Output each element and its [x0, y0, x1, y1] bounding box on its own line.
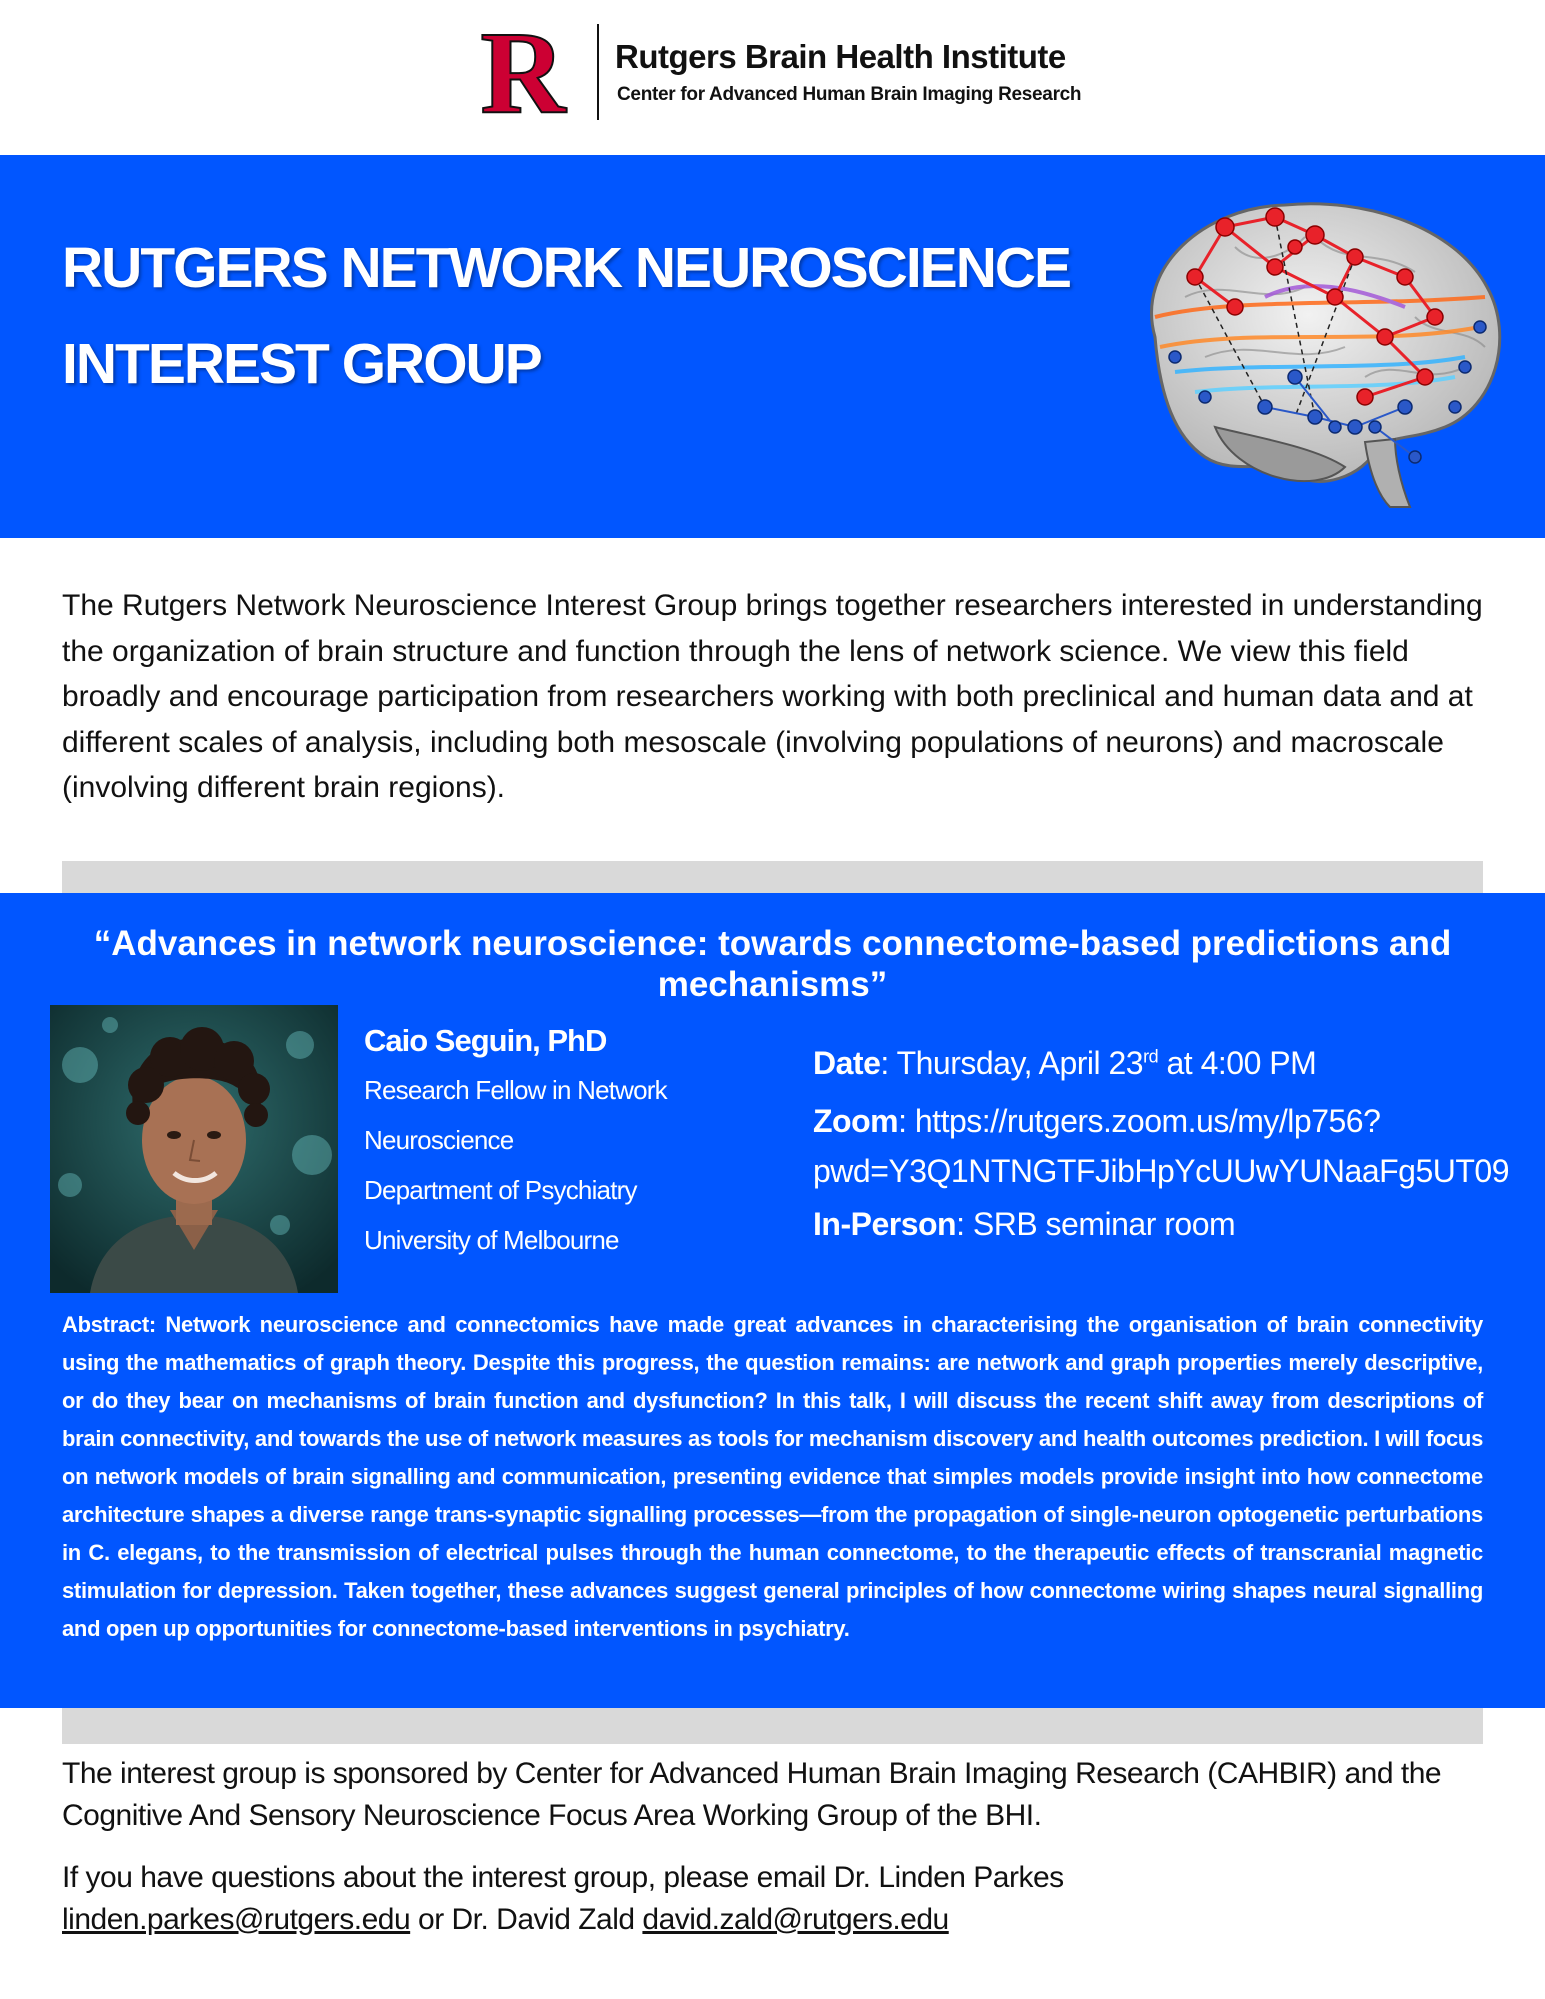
abstract-text: Abstract: Network neuroscience and connectomics have made great advances in characterising the organisation of brain connectivity using the mathematics of graph theory. Despite this progress, the question remains: are network and graph properties merely descriptive, or do they bear on mechanisms of brain function and dysfunction? In this talk, I will discuss the recent shift away from descriptions of brain connectivity, and towards the use of network measures as tools for mechanism discovery and health outcomes prediction. I will focus on network models of brain signalling and communication, presenting evidence that simples models provide insight into how connectome architecture shapes a diverse range trans-synaptic signalling processes—from the propagation of single-neuron optogenetic perturbations in C. elegans, to the transmission of electrical pulses through the human connectome, to the therapeutic effects of transcranial magnetic stimulation for depression. Taken together, these advances suggest general principles of how connectome wiring shapes neural signalling and open up opportunities for connectome-based interventions in psychiatry. [62, 1312, 1483, 1641]
speaker-info [364, 1023, 667, 1265]
banner-title-line2: INTEREST GROUP [62, 332, 541, 396]
talk-title: “Advances in network neuroscience: towards connectome-based predictions and mechanisms” [93, 924, 1452, 1004]
logo-divider [597, 24, 599, 120]
speaker-name: Caio Seguin, PhD [364, 1023, 607, 1058]
zoom-label: Zoom [813, 1103, 899, 1139]
brain-network-illustration [1115, 177, 1515, 517]
date-ordinal: rd [1143, 1046, 1159, 1067]
logo-letter: R [480, 22, 566, 120]
contact-prefix: If you have questions about the interest group, please email Dr. Linden Parkes [62, 1861, 1064, 1894]
email-link-zald[interactable]: david.zald@rutgers.edu [642, 1903, 949, 1936]
email-link-parkes[interactable]: linden.parkes@rutgers.edu [62, 1903, 411, 1936]
inperson-value: : SRB seminar room [956, 1206, 1236, 1242]
speaker-photo [50, 1005, 338, 1293]
speaker-university: University of Melbourne [364, 1225, 619, 1255]
date-value: : Thursday, April 23 [880, 1045, 1144, 1081]
sponsor-text: The interest group is sponsored by Center for Advanced Human Brain Imaging Research (CAHBIR) and the Cognitive And Sensory Neuroscience Focus Area Working Group of the BHI. [62, 1757, 1442, 1832]
talk-panel [0, 893, 1545, 1708]
date-line [813, 1045, 1509, 1082]
speaker-title-line1: Research Fellow in Network [364, 1075, 667, 1105]
speaker-title-line2: Neuroscience [364, 1125, 514, 1155]
title-banner [0, 155, 1545, 538]
institute-name: Rutgers Brain Health Institute [615, 38, 1066, 75]
date-time: at 4:00 PM [1158, 1045, 1317, 1081]
zoom-url-part1[interactable]: : https://rutgers.zoom.us/my/lp756? [898, 1103, 1381, 1139]
zoom-line [813, 1096, 1509, 1196]
banner-title-line1: RUTGERS NETWORK NEUROSCIENCE [62, 236, 1071, 300]
event-details [813, 1045, 1509, 1243]
intro-paragraph: The Rutgers Network Neuroscience Interest Group brings together researchers interested in understanding the organization of brain structure and function through the lens of network science. We view this field broadly and encourage participation from researchers working with both preclinical and human data and at different scales of analysis, including both mesoscale (involving populations of neurons) and macroscale (involving different brain regions). [62, 589, 1483, 804]
rutgers-r-logo [468, 22, 578, 120]
grey-strip-top [62, 861, 1483, 893]
institute-subtitle: Center for Advanced Human Brain Imaging Research [617, 84, 1082, 105]
grey-strip-bottom [62, 1708, 1483, 1744]
contact-text [62, 1857, 1502, 1941]
speaker-department: Department of Psychiatry [364, 1175, 637, 1205]
contact-middle: or Dr. David Zald [410, 1903, 643, 1936]
inperson-line [813, 1206, 1509, 1243]
inperson-label: In-Person [813, 1206, 957, 1242]
zoom-url-part2[interactable]: pwd=Y3Q1NTNGTFJibHpYcUUwYUNaaFg5UT09 [813, 1153, 1509, 1189]
date-label: Date [813, 1045, 881, 1081]
